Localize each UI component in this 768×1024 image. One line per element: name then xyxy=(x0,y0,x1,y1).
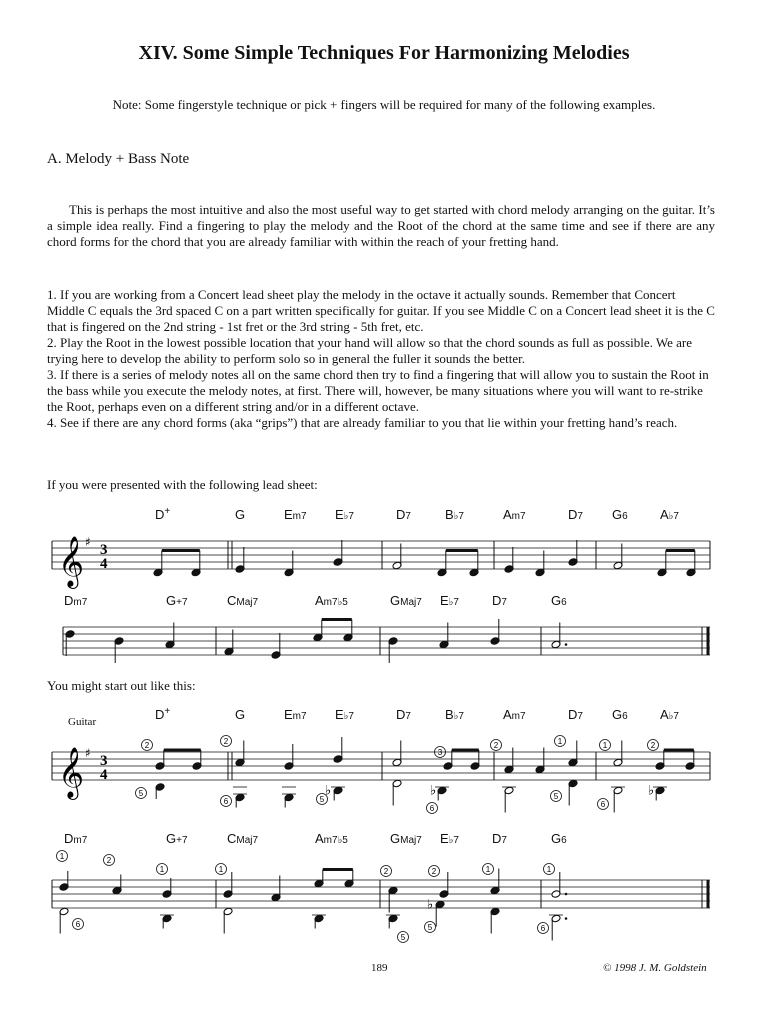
chord-symbol xyxy=(315,831,348,846)
chord-symbol xyxy=(440,593,459,608)
page-title: XIV. Some Simple Techniques For Harmonizing Melodies xyxy=(138,42,630,64)
chord-symbol xyxy=(390,831,422,846)
page-number: 189 xyxy=(371,962,388,974)
string-number-label: 2 xyxy=(223,737,229,746)
chord-quality: 6 xyxy=(561,835,567,846)
chord-symbol xyxy=(503,507,526,522)
chord-symbol xyxy=(64,593,88,608)
string-number-label: 5 xyxy=(319,795,325,804)
chord-symbol xyxy=(445,507,464,522)
chord-root: G xyxy=(166,831,177,846)
arrangement-intro: You might start out like this: xyxy=(47,678,196,693)
chord-root: G xyxy=(166,593,177,608)
chord-quality: +7 xyxy=(176,597,188,608)
chord-root: A xyxy=(660,707,669,722)
string-number-label: 6 xyxy=(75,920,81,929)
copyright: © 1998 J. M. Goldstein xyxy=(603,962,707,974)
dot xyxy=(565,917,568,920)
chord-symbol xyxy=(235,707,245,722)
chord-root: G xyxy=(612,507,623,522)
chord-quality: 6 xyxy=(622,511,628,522)
chord-symbol xyxy=(492,593,507,608)
chord-root: E xyxy=(335,707,344,722)
string-number-label: 1 xyxy=(485,865,491,874)
chord-symbol xyxy=(568,507,583,522)
chord-quality: m7 xyxy=(73,597,88,608)
chord-symbol xyxy=(64,831,88,846)
chord-root: C xyxy=(227,593,237,608)
chord-root: G xyxy=(235,507,246,522)
chord-quality: m7♭5 xyxy=(323,835,348,846)
string-number-label: 6 xyxy=(540,924,546,933)
chord-symbol xyxy=(235,507,245,522)
chord-symbol xyxy=(612,507,628,522)
chord-root: B xyxy=(445,707,454,722)
chord-symbol xyxy=(227,831,259,846)
chord-symbol xyxy=(660,507,679,522)
guitar-label: Guitar xyxy=(68,716,97,728)
chord-root: E xyxy=(335,507,344,522)
chord-symbol xyxy=(660,707,679,722)
flat-sign: ♭ xyxy=(430,783,437,799)
chord-root: C xyxy=(227,831,237,846)
dot xyxy=(565,893,568,896)
flat-sign: ♭ xyxy=(325,783,332,799)
chord-symbol xyxy=(284,507,307,522)
string-number-label: 1 xyxy=(557,737,563,746)
chord-quality: 7 xyxy=(501,835,507,846)
chord-root: G xyxy=(390,831,401,846)
string-number-label: 1 xyxy=(218,865,224,874)
chord-root: A xyxy=(503,507,512,522)
chord-root: D xyxy=(64,831,74,846)
time-sig-top: 3 xyxy=(100,542,108,558)
chord-root: G xyxy=(551,593,562,608)
string-number-label: 5 xyxy=(553,792,559,801)
section-heading: A. Melody + Bass Note xyxy=(47,151,190,167)
time-sig-bottom: 4 xyxy=(100,767,108,783)
step-2: 2. Play the Root in the lowest possible location that your hand will allow so that the chord sounds as full as possible. We are trying here to develop the ability to perform solo so in general the fuller it sounds the better. xyxy=(47,335,693,366)
intro-paragraph: This is perhaps the most intuitive and also the most useful way to get started with chord melody arranging on the guitar. It’s a simple idea really. Find a fingering to play the melody and the Root of the chord at the same time and see if there are any chord forms for the chord that you are already familiar with within the reach of your fretting hand. xyxy=(47,202,715,249)
chord-quality: ♭7 xyxy=(448,835,459,846)
chord-root: G xyxy=(235,707,246,722)
chord-symbol xyxy=(503,707,526,722)
chord-root: D xyxy=(492,831,502,846)
treble-clef: 𝄞 xyxy=(58,747,85,798)
chord-symbol xyxy=(227,593,259,608)
chord-symbol xyxy=(551,831,567,846)
flat-sign: ♭ xyxy=(648,783,655,799)
chord-root: B xyxy=(445,507,454,522)
chord-quality: Maj7 xyxy=(400,835,422,846)
chord-symbol xyxy=(155,506,170,522)
chord-root: A xyxy=(315,831,324,846)
string-number-label: 1 xyxy=(159,865,165,874)
chord-root: A xyxy=(315,593,324,608)
chord-root: E xyxy=(440,593,449,608)
key-signature-sharp: ♯ xyxy=(85,746,91,760)
key-signature-sharp: ♯ xyxy=(85,535,91,549)
chord-quality: ♭7 xyxy=(343,511,354,522)
chord-symbol xyxy=(612,707,628,722)
chord-quality: 7 xyxy=(405,511,411,522)
chord-symbol xyxy=(492,831,507,846)
chord-quality: 6 xyxy=(622,711,628,722)
chord-symbol xyxy=(315,593,348,608)
chord-quality: m7 xyxy=(292,511,307,522)
chord-quality: m7 xyxy=(511,511,526,522)
chord-quality: 7 xyxy=(577,711,583,722)
chord-quality: 7 xyxy=(501,597,507,608)
string-number-label: 1 xyxy=(602,741,608,750)
chord-root: A xyxy=(660,507,669,522)
chord-root: E xyxy=(440,831,449,846)
chord-quality: 7 xyxy=(577,511,583,522)
step-4: 4. See if there are any chord forms (aka “grips”) that are already familiar to you that lie within your fretting hand’s reach. xyxy=(47,415,678,430)
string-number-label: 2 xyxy=(431,867,437,876)
chord-root: E xyxy=(284,507,293,522)
chord-quality: 7 xyxy=(405,711,411,722)
chord-root: G xyxy=(390,593,401,608)
string-number-label: 2 xyxy=(106,856,112,865)
chord-symbol xyxy=(390,593,422,608)
chord-symbol xyxy=(335,507,354,522)
flat-sign: ♭ xyxy=(427,897,434,913)
chord-symbol xyxy=(166,593,188,608)
chord-root: E xyxy=(284,707,293,722)
chord-quality: ♭7 xyxy=(343,711,354,722)
string-number-label: 2 xyxy=(493,741,499,750)
chord-root: G xyxy=(551,831,562,846)
treble-clef: 𝄞 xyxy=(58,536,85,587)
chord-quality: Maj7 xyxy=(236,835,259,846)
chord-symbol xyxy=(396,507,411,522)
chord-quality: ♭7 xyxy=(668,511,679,522)
string-number-label: 6 xyxy=(429,804,435,813)
chord-quality: + xyxy=(164,706,171,717)
chord-symbol xyxy=(335,707,354,722)
chord-root: D xyxy=(492,593,502,608)
chord-quality: m7 xyxy=(73,835,88,846)
string-number-label: 5 xyxy=(400,933,406,942)
string-number-label: 3 xyxy=(437,748,443,757)
step-3: 3. If there is a series of melody notes all on the same chord then try to find a fingering that will allow you to sustain the Root in the bass while you execute the melody notes, at first. There will, however, be many situations where you will want to re-strike the Root, perhaps even on a different string and/or in a different octave. xyxy=(47,367,709,414)
chord-quality: ♭7 xyxy=(453,511,464,522)
string-number-label: 6 xyxy=(600,800,606,809)
chord-quality: Maj7 xyxy=(400,597,422,608)
string-number-label: 5 xyxy=(427,923,433,932)
chord-root: D xyxy=(64,593,74,608)
chord-symbol xyxy=(284,707,307,722)
string-number-label: 6 xyxy=(223,797,229,806)
string-number-label: 2 xyxy=(650,741,656,750)
time-sig-bottom: 4 xyxy=(100,556,108,572)
chord-symbol xyxy=(445,707,464,722)
dot xyxy=(565,643,568,646)
technique-note: Note: Some fingerstyle technique or pick + fingers will be required for many of the following examples. xyxy=(112,97,656,112)
chord-symbol xyxy=(551,593,567,608)
string-number-label: 2 xyxy=(144,741,150,750)
string-number-label: 1 xyxy=(546,865,552,874)
chord-root: A xyxy=(503,707,512,722)
string-number-label: 5 xyxy=(138,789,144,798)
step-1: 1. If you are working from a Concert lead sheet play the melody in the octave it actually sounds. Remember that Concert Middle C equals the 3rd spaced C on a part written specifically for guitar. If you see Middle C on a Concert lead sheet it is the C that is fingered on the 2nd string - 1st fret or the 3rd string - 5th fret, etc. xyxy=(47,287,715,334)
chord-root: D xyxy=(155,707,165,722)
chord-quality: +7 xyxy=(176,835,188,846)
chord-symbol xyxy=(166,831,188,846)
chord-quality: + xyxy=(164,506,171,517)
chord-symbol xyxy=(155,706,170,722)
chord-quality: ♭7 xyxy=(668,711,679,722)
chord-quality: m7♭5 xyxy=(323,597,348,608)
chord-symbol xyxy=(440,831,459,846)
chord-root: D xyxy=(396,507,406,522)
chord-symbol xyxy=(568,707,583,722)
chord-quality: m7 xyxy=(292,711,307,722)
chord-root: D xyxy=(568,707,578,722)
chord-root: G xyxy=(612,707,623,722)
chord-root: D xyxy=(396,707,406,722)
chord-quality: m7 xyxy=(511,711,526,722)
string-number-label: 1 xyxy=(59,852,65,861)
time-sig-top: 3 xyxy=(100,753,108,769)
chord-quality: ♭7 xyxy=(448,597,459,608)
lead-sheet-intro: If you were presented with the following lead sheet: xyxy=(47,477,318,492)
string-number-label: 2 xyxy=(383,867,389,876)
chord-quality: ♭7 xyxy=(453,711,464,722)
chord-quality: Maj7 xyxy=(236,597,259,608)
chord-root: D xyxy=(155,507,165,522)
chord-symbol xyxy=(396,707,411,722)
chord-root: D xyxy=(568,507,578,522)
chord-quality: 6 xyxy=(561,597,567,608)
